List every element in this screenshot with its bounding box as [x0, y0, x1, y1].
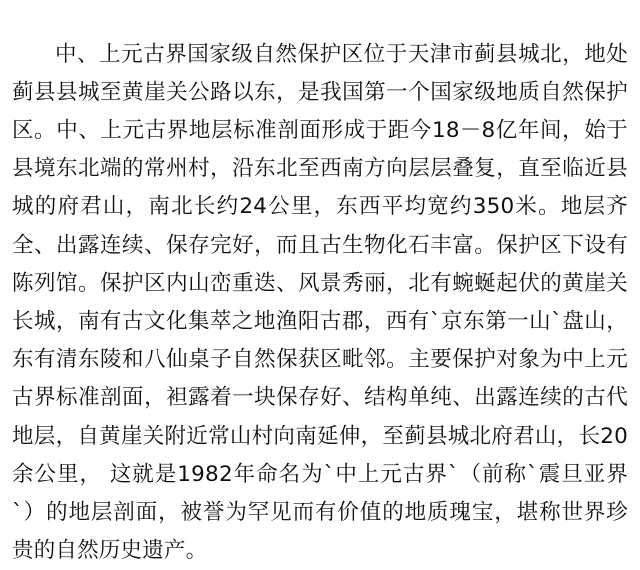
article-paragraph: 中、上元古界国家级自然保护区位于天津市蓟县城北，地处蓟县县城至黄崖关公路以东，是我国第一个国家级地质自然保护区。中、上元古界地层标准剖面形成于距今18－8亿年间，始于县境东北端的常州村，沿东北至西南方向层层叠复，直至临近县城的府君山，南北长约24公里，东西平均宽约350米。地层齐全、出露连续、保存完好，而且古生物化石丰富。保护区下设有陈列馆。保护区内山峦重迭、风景秀丽，北有蜿蜒起伏的黄崖关长城，南有古文化集萃之地渔阳古郡，西有`京东第一山`盘山，东有清东陵和八仙桌子自然保获区毗邻。主要保护对象为中上元古界标准剖面，袒露着一块保存好、结构单纯、出露连续的古代地层，自黄崖关附近常山村向南延伸，至蓟县城北府君山，长20余公里， 这就是1982年命名为`中上元古界`（前称`震旦亚界`）的地层剖面，被誉为罕见而有价值的地质瑰宝，堪称世界珍贵的自然历史遗产。 [12, 36, 628, 570]
